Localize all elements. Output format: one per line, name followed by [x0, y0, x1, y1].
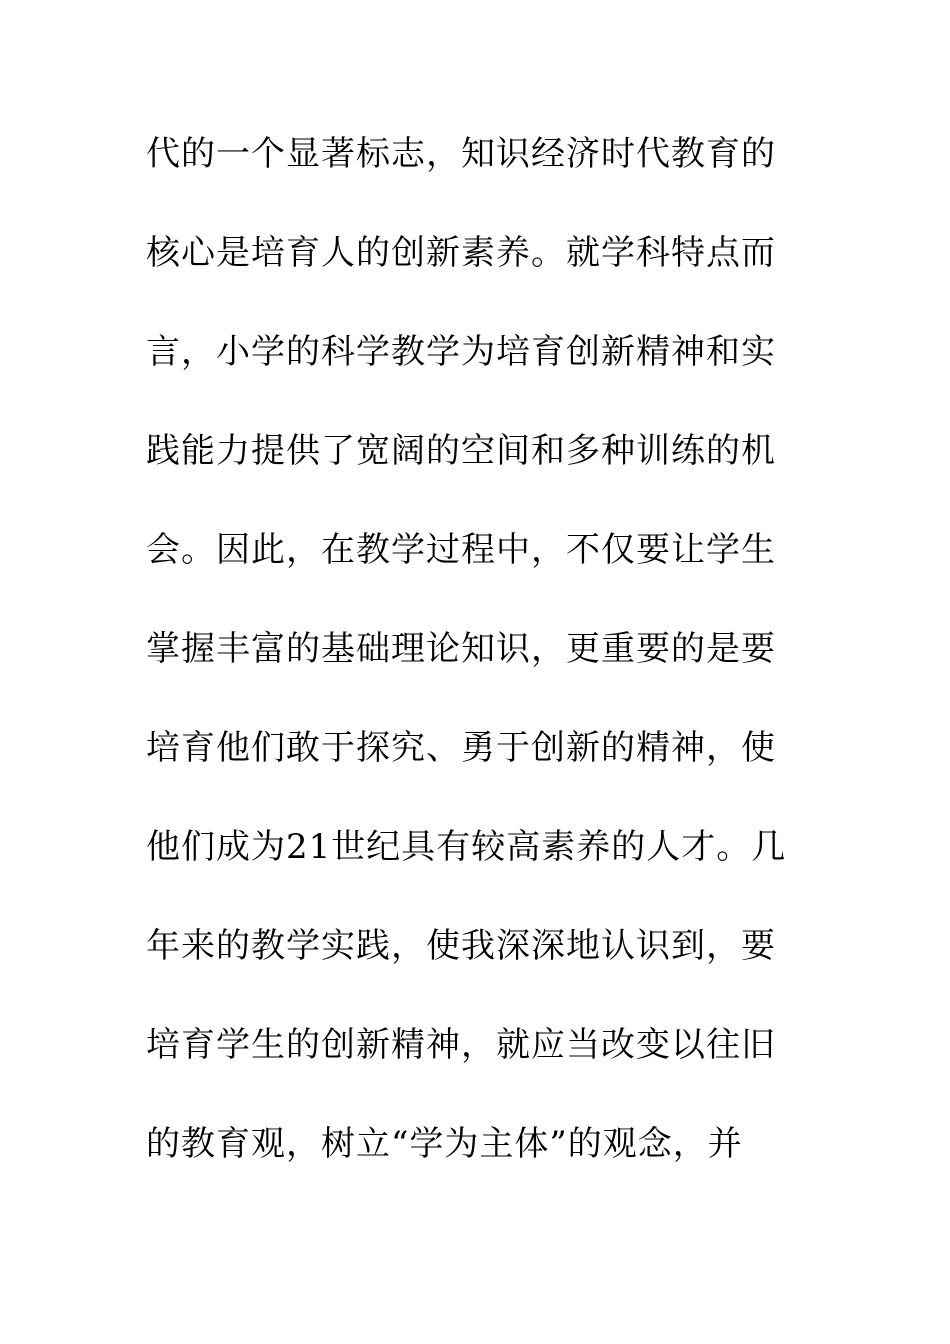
text-line-1: 代的一个显著标志，知识经济时代教育的	[146, 134, 776, 174]
text-line-10: 培育学生的创新精神，就应当改变以往旧	[146, 1025, 776, 1065]
text-line-2: 核心是培育人的创新素养。就学科特点而	[146, 233, 776, 273]
text-line-11: 的教育观，树立“学为主体”的观念，并	[146, 1124, 743, 1164]
text-line-7: 培育他们敢于探究、勇于创新的精神，使	[146, 728, 776, 768]
text-line-9: 年来的教学实践，使我深深地认识到，要	[146, 926, 776, 966]
text-line-5: 会。因此，在教学过程中，不仅要让学生	[146, 530, 776, 570]
text-line-8: 他们成为21世纪具有较高素养的人才。几	[146, 827, 787, 867]
text-line-3: 言，小学的科学教学为培育创新精神和实	[146, 332, 776, 372]
body-paragraph	[146, 126, 806, 1215]
text-line-6: 掌握丰富的基础理论知识，更重要的是要	[146, 629, 776, 669]
text-line-4: 践能力提供了宽阔的空间和多种训练的机	[146, 431, 776, 471]
